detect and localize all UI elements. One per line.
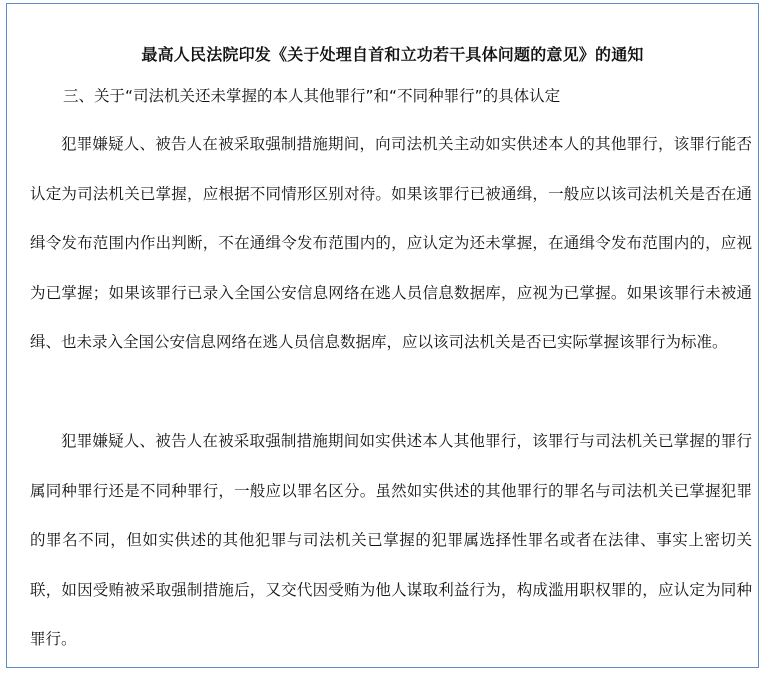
document-frame bbox=[6, 3, 759, 668]
paragraph-1: 犯罪嫌疑人、被告人在被采取强制措施期间，向司法机关主动如实供述本人的其他罪行，该罪行能否认定为司法机关已掌握，应根据不同情形区别对待。如果该罪行已被通缉，一般应以该司法机关是否在通缉令发布范围内作出判断，不在通缉令发布范围内的，应认定为还未掌握，在通缉令发布范围内的，应视为已掌握；如果该罪行已录入全国公安信息网络在逃人员信息数据库，应视为已掌握。如果该罪行未被通缉、也未录入全国公安信息网络在逃人员信息数据库，应以该司法机关是否已实际掌握该罪行为标准。 bbox=[30, 135, 752, 351]
document-title: 最高人民法院印发《关于处理自首和立功若干具体问题的意见》的通知 bbox=[141, 45, 644, 64]
paragraph-2: 犯罪嫌疑人、被告人在被采取强制措施期间如实供述本人其他罪行，该罪行与司法机关已掌握的罪行属同种罪行还是不同种罪行，一般应以罪名区分。虽然如实供述的其他罪行的罪名与司法机关已掌握犯罪的罪名不同，但如实供述的其他犯罪与司法机关已掌握的犯罪属选择性罪名或者在法律、事实上密切关联，如因受贿被采取强制措施后，又交代因受贿为他人谋取利益行为，构成滥用职权罪的，应认定为同种罪行。 bbox=[30, 432, 752, 648]
section-heading: 三、关于“司法机关还未掌握的本人其他罪行”和“不同种罪行”的具体认定 bbox=[63, 87, 561, 105]
